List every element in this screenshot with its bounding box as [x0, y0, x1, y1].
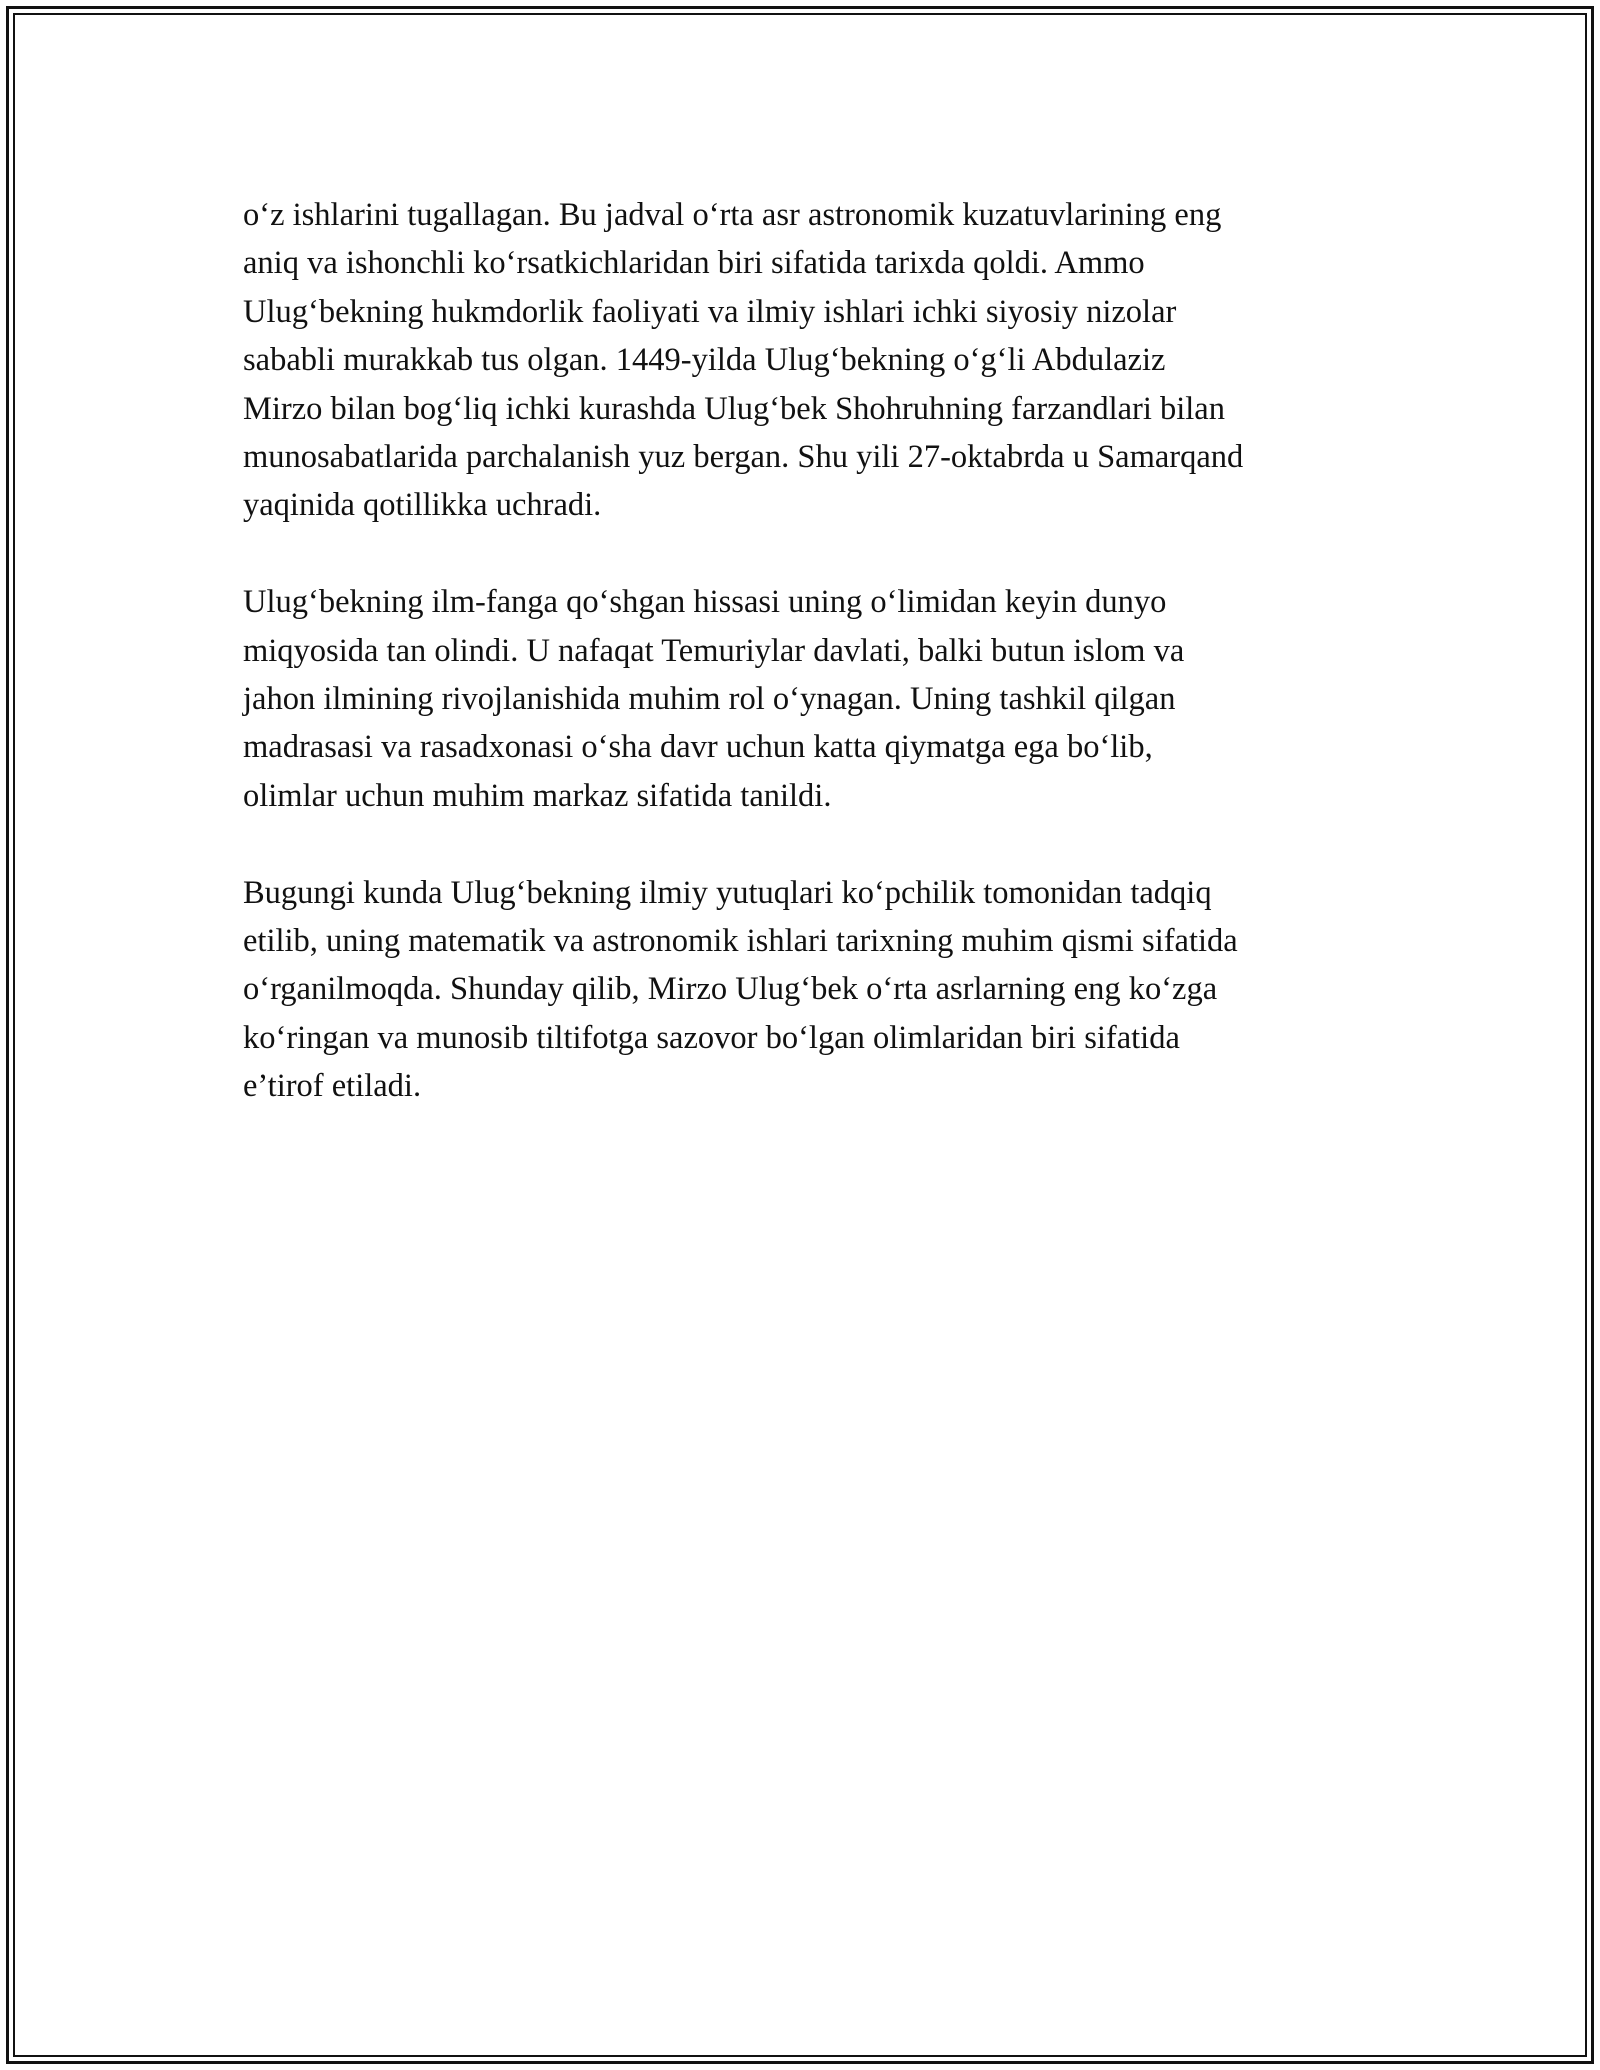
paragraph-1: o‘z ishlarini tugallagan. Bu jadval o‘rta asr astronomik kuzatuvlarining eng aniq va ishonchli ko‘rsatkichlaridan biri sifatida tarixda qoldi. Ammo Ulug‘bekning hukmdorlik faoliyati va ilmiy ishlari ichki siyosiy nizolar sababli murakkab tus olgan. 1449-yilda Ulug‘bekning o‘g‘li Abdulaziz Mirzo bilan bog‘liq ichki kurashda Ulug‘bek Shohruhning farzandlari bilan munosabatlarida parchalanish yuz bergan. Shu yili 27-oktabrda u Samarqand yaqinida qotillikka uchradi.	[243, 197, 1244, 524]
page-border	[6, 6, 1594, 2064]
document-body	[243, 191, 1403, 1159]
page-border-inner	[13, 13, 1587, 2057]
paragraph-3: Bugungi kunda Ulug‘bekning ilmiy yutuqlari ko‘pchilik tomonidan tadqiq etilib, uning matematik va astronomik ishlari tarixning muhim qismi sifatida o‘rganilmoqda. Shunday qilib, Mirzo Ulug‘bek o‘rta asrlarning eng ko‘zga ko‘ringan va munosib tiltifotga sazovor bo‘lgan olimlaridan biri sifatida e’tirof etiladi.	[243, 874, 1238, 1105]
paragraph-2: Ulug‘bekning ilm-fanga qo‘shgan hissasi uning o‘limidan keyin dunyo miqyosida tan olindi. U nafaqat Temuriylar davlati, balki butun islom va jahon ilmining rivojlanishida muhim rol o‘ynagan. Uning tashkil qilgan madrasasi va rasadxonasi o‘sha davr uchun katta qiymatga ega bo‘lib, olimlar uchun muhim markaz sifatida tanildi.	[243, 584, 1185, 814]
